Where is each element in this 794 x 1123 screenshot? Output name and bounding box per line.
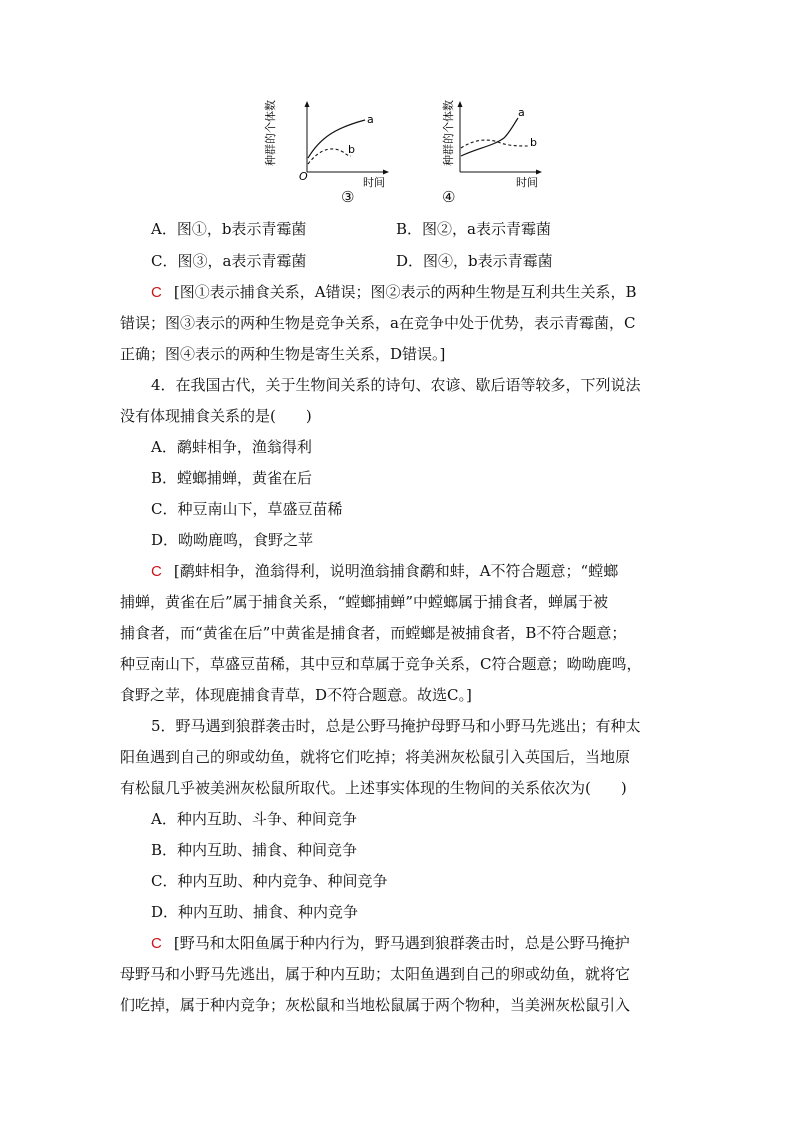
figure-3	[264, 98, 395, 206]
figure-4-label-a: a	[518, 106, 525, 119]
q4-explanation-4: 种豆南山下，草盛豆苗稀，其中豆和草属于竞争关系，C符合题意；呦呦鹿鸣，	[120, 655, 642, 673]
q5-explanation-1: [野马和太阳鱼属于种内行为，野马遇到狼群袭击时，总是公野马掩护	[173, 934, 630, 952]
q3-option-d: D．图④，b表示青霉菌	[396, 252, 553, 270]
figure-3-curve-a	[308, 120, 365, 158]
q3-answer-line-1	[151, 282, 711, 303]
q5-option-d: D．种内互助、捕食、种内竞争	[151, 903, 359, 921]
q3-explanation-1: [图①表示捕食关系，A错误；图②表示的两种生物是互利共生关系，B	[173, 283, 637, 301]
q4-explanation-3: 捕食者，而“黄雀在后”中黄雀是捕食者，而螳螂是被捕食者，B不符合题意；	[120, 624, 627, 642]
q5-stem-2: 阳鱼遇到自己的卵或幼鱼，就将它们吃掉；将美洲灰松鼠引入英国后，当地原	[120, 748, 631, 766]
figure-4-number: ④	[442, 188, 456, 206]
q5-option-b: B．种内互助、捕食、种间竞争	[151, 841, 358, 859]
figure-3-xlabel: 时间	[363, 176, 385, 189]
figure-3-origin: O	[299, 170, 308, 183]
q5-stem-3: 有松鼠几乎被美洲灰松鼠所取代。上述事实体现的生物间的关系依次为( )	[120, 779, 627, 797]
figure-3-curve-b	[308, 149, 351, 164]
figure-3-graph	[264, 98, 395, 189]
q4-option-a: A．鹬蚌相争，渔翁得利	[151, 438, 312, 456]
q5-option-c: C．种内互助、种内竞争、种间竞争	[151, 872, 388, 890]
q4-stem-2: 没有体现捕食关系的是( )	[120, 407, 312, 425]
figure-4	[438, 98, 548, 206]
figure-4-curve-a	[461, 118, 518, 156]
figure-3-label-a: a	[367, 113, 374, 126]
figure-4-curve-b	[461, 140, 528, 148]
q3-answer-letter: C	[151, 284, 162, 301]
q4-option-b: B．螳螂捕蝉，黄雀在后	[151, 469, 313, 487]
q4-option-c: C．种豆南山下，草盛豆苗稀	[151, 500, 343, 518]
figure-3-label-b: b	[348, 143, 355, 156]
q5-answer-letter: C	[151, 935, 162, 952]
q5-explanation-3: 们吃掉，属于种内竞争；灰松鼠和当地松鼠属于两个物种，当美洲灰松鼠引入	[120, 996, 631, 1014]
q4-answer-letter: C	[151, 563, 162, 580]
figure-4-ylabel: 种群的个体数	[442, 100, 455, 166]
figure-row	[0, 98, 794, 208]
figure-4-xlabel: 时间	[516, 176, 538, 189]
figure-3-number: ③	[341, 188, 355, 206]
q5-stem-1: 5．野马遇到狼群袭击时，总是公野马掩护母野马和小野马先逃出；有种太	[151, 717, 641, 735]
q4-explanation-2: 捕蝉，黄雀在后”属于捕食关系，“螳螂捕蝉”中螳螂属于捕食者，蝉属于被	[120, 593, 609, 611]
q3-explanation-2: 错误；图③表示的两种生物是竞争关系，a在竞争中处于优势，表示青霉菌，C	[120, 314, 636, 332]
q4-explanation-1: [鹬蚌相争，渔翁得利，说明渔翁捕食鹬和蚌，A不符合题意；“螳螂	[173, 562, 619, 580]
figure-4-graph	[438, 98, 548, 189]
q3-explanation-3: 正确；图④表示的两种生物是寄生关系，D错误。]	[120, 345, 446, 363]
q3-option-c: C．图③，a表示青霉菌	[151, 252, 307, 270]
q4-option-d: D．呦呦鹿鸣，食野之苹	[151, 531, 314, 549]
q4-explanation-5: 食野之苹，体现鹿捕食青草，D不符合题意。故选C。]	[120, 686, 472, 704]
q4-answer-line-1	[151, 561, 711, 582]
q3-option-b: B．图②，a表示青霉菌	[396, 220, 551, 238]
q3-option-a: A．图①，b表示青霉菌	[151, 220, 307, 238]
q5-explanation-2: 母野马和小野马先逃出，属于种内互助；太阳鱼遇到自己的卵或幼鱼，就将它	[120, 965, 631, 983]
figure-4-label-b: b	[530, 136, 537, 149]
q4-stem-1: 4．在我国古代，关于生物间关系的诗句、农谚、歇后语等较多，下列说法	[151, 376, 641, 394]
q5-answer-line-1	[151, 933, 711, 954]
q5-option-a: A．种内互助、斗争、种间竞争	[151, 810, 357, 828]
figure-3-ylabel: 种群的个体数	[264, 100, 277, 166]
